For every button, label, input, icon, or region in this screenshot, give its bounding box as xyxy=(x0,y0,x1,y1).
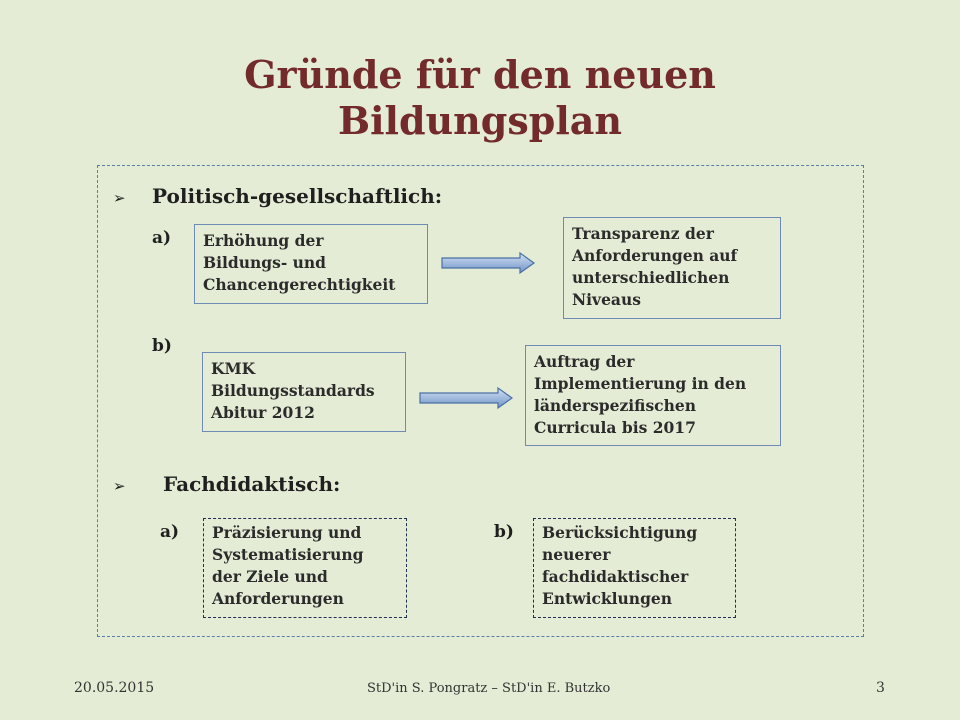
page-number: 3 xyxy=(876,680,885,696)
political-heading: Politisch-gesellschaftlich: xyxy=(152,184,443,208)
political-a-left-box: Erhöhung der Bildungs- und Chancengerechtigkeit xyxy=(194,224,428,304)
footer-date: 20.05.2015 xyxy=(74,680,155,696)
didactic-heading: Fachdidaktisch: xyxy=(163,472,341,496)
political-b-label: b) xyxy=(152,336,172,356)
didactic-a-box: Präzisierung und Systematisierung der Ziele und Anforderungen xyxy=(203,518,407,618)
didactic-b-box: Berücksichtigung neuerer fachdidaktischer Entwicklungen xyxy=(533,518,736,618)
title-line-2: Bildungsplan xyxy=(337,98,623,143)
didactic-a-label: a) xyxy=(160,522,180,542)
political-b-right-box: Auftrag der Implementierung in den länderspezifischen Curricula bis 2017 xyxy=(525,345,781,446)
political-a-right-box: Transparenz der Anforderungen auf unterschiedlichen Niveaus xyxy=(563,217,781,319)
arrow-right-icon xyxy=(440,251,536,275)
title-line-1: Gründe für den neuen xyxy=(244,52,716,97)
didactic-b-label: b) xyxy=(494,522,514,542)
political-b-left-box: KMK Bildungsstandards Abitur 2012 xyxy=(202,352,406,432)
arrow-bullet-icon: ➢ xyxy=(113,477,126,495)
political-a-label: a) xyxy=(152,228,172,248)
arrow-right-icon xyxy=(418,386,514,410)
footer-authors: StD'in S. Pongratz – StD'in E. Butzko xyxy=(367,681,611,696)
arrow-bullet-icon: ➢ xyxy=(113,189,126,207)
slide-title xyxy=(0,52,960,144)
